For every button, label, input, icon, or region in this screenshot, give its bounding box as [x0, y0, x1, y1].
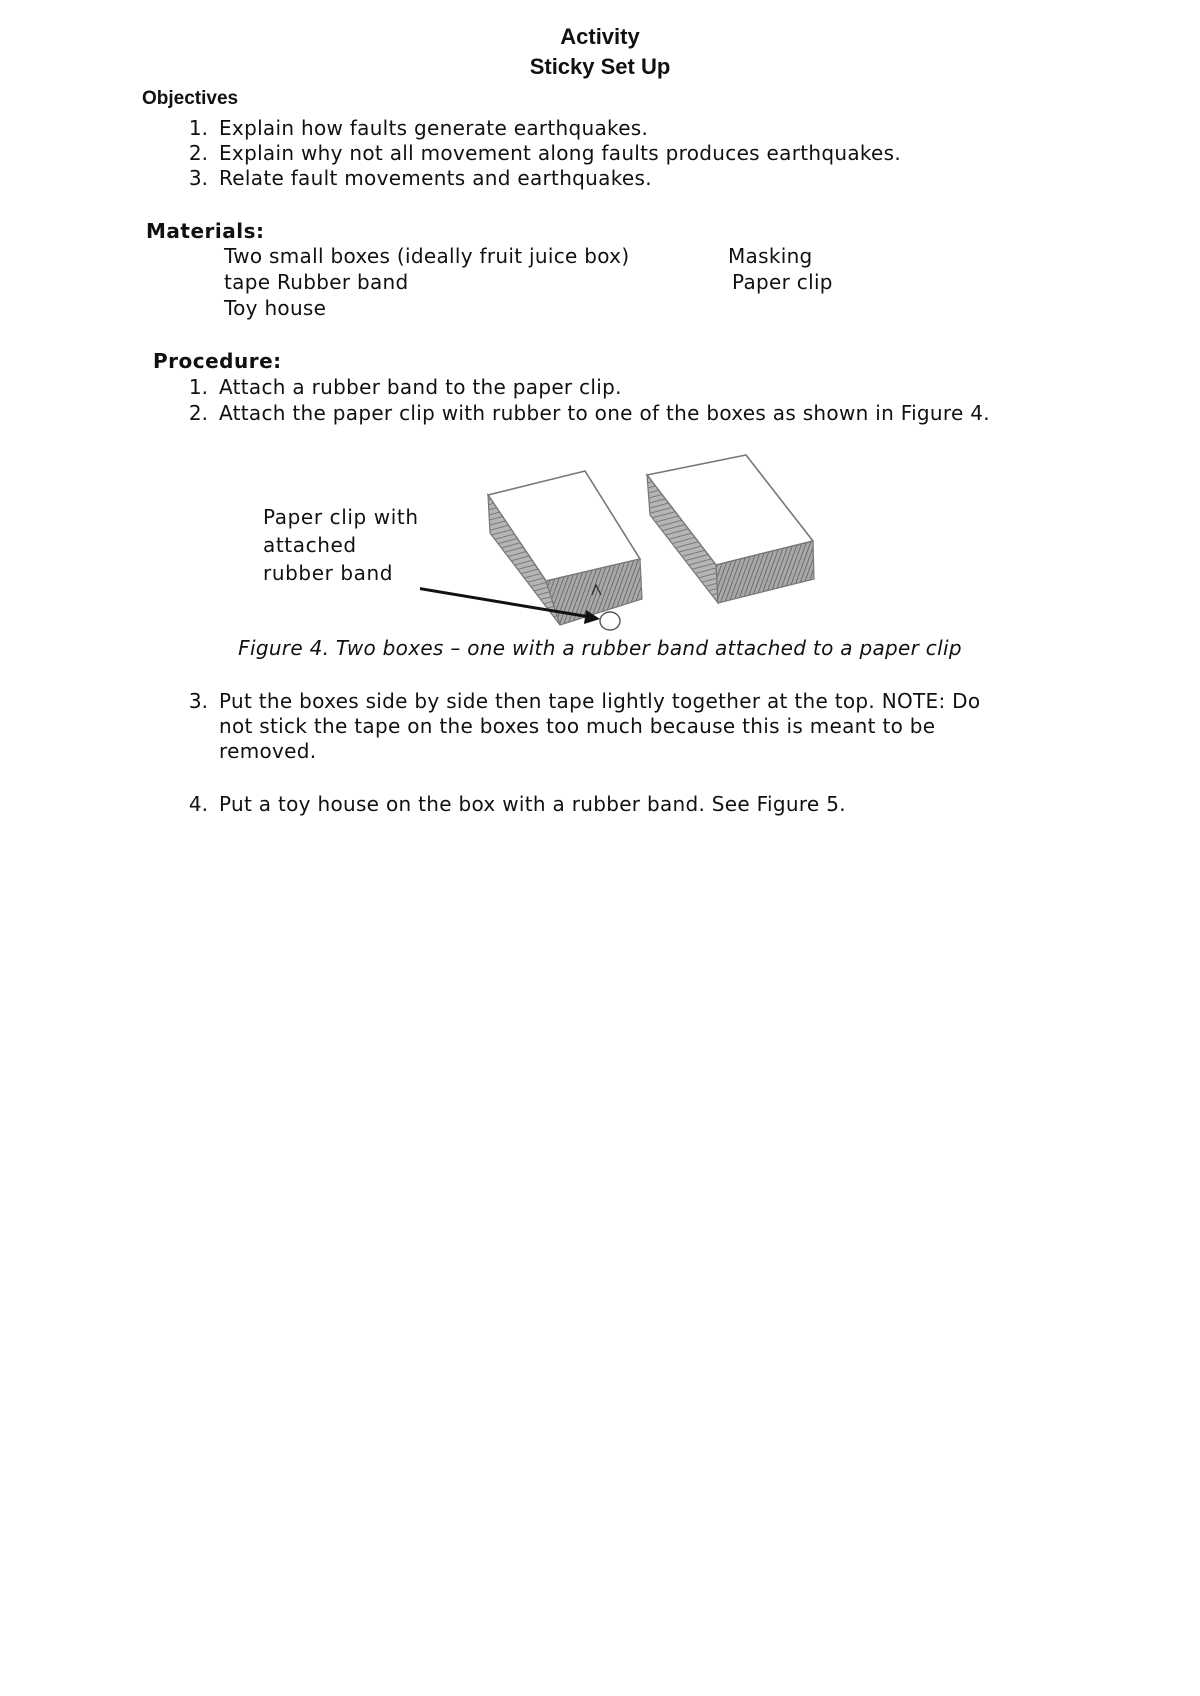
- materials-line-2-left: tape Rubber band: [224, 270, 409, 294]
- left-box: [488, 471, 642, 625]
- materials-line-2-right: Paper clip: [732, 270, 833, 294]
- rubber-band-icon: [600, 612, 620, 630]
- list-item-text: Explain how faults generate earthquakes.: [219, 116, 649, 140]
- objectives-heading: Objectives: [142, 88, 239, 109]
- list-item-text-line: Put the boxes side by side then tape lightly together at the top. NOTE: Do: [219, 689, 981, 713]
- materials-line-1-left: Two small boxes (ideally fruit juice box): [224, 244, 630, 268]
- list-item-text: Relate fault movements and earthquakes.: [219, 166, 652, 190]
- figure-label-line: rubber band: [263, 561, 394, 585]
- figure-label: [263, 503, 419, 587]
- list-number: 3.: [188, 166, 208, 190]
- boxes-drawing: [420, 445, 840, 635]
- list-item-text: Attach the paper clip with rubber to one of the boxes as shown in Figure 4.: [219, 401, 990, 425]
- procedure-heading: Procedure:: [153, 349, 282, 373]
- list-number: 2.: [188, 141, 208, 165]
- list-item-text: Attach a rubber band to the paper clip.: [219, 375, 622, 399]
- materials-line-1-right: Masking: [728, 244, 813, 268]
- list-item-text: Put a toy house on the box with a rubber band. See Figure 5.: [219, 792, 846, 816]
- figure-label-line: attached: [263, 533, 357, 557]
- materials-heading: Materials:: [146, 219, 265, 243]
- page-title: Activity: [560, 24, 640, 49]
- list-number: 2.: [188, 401, 208, 425]
- list-number: 1.: [188, 375, 208, 399]
- list-item-text-line: not stick the tape on the boxes too much because this is meant to be: [219, 714, 936, 738]
- list-number: 3.: [188, 689, 208, 713]
- list-number: 1.: [188, 116, 208, 140]
- materials-line-3-left: Toy house: [224, 296, 327, 320]
- list-item-text: Explain why not all movement along faults produces earthquakes.: [219, 141, 902, 165]
- list-number: 4.: [188, 792, 208, 816]
- figure-label-line: Paper clip with: [263, 505, 419, 529]
- page-subtitle: Sticky Set Up: [529, 54, 671, 79]
- list-item-text-line: removed.: [219, 739, 317, 763]
- figure-caption: Figure 4. Two boxes – one with a rubber band attached to a paper clip: [238, 636, 962, 660]
- right-box: [647, 455, 814, 603]
